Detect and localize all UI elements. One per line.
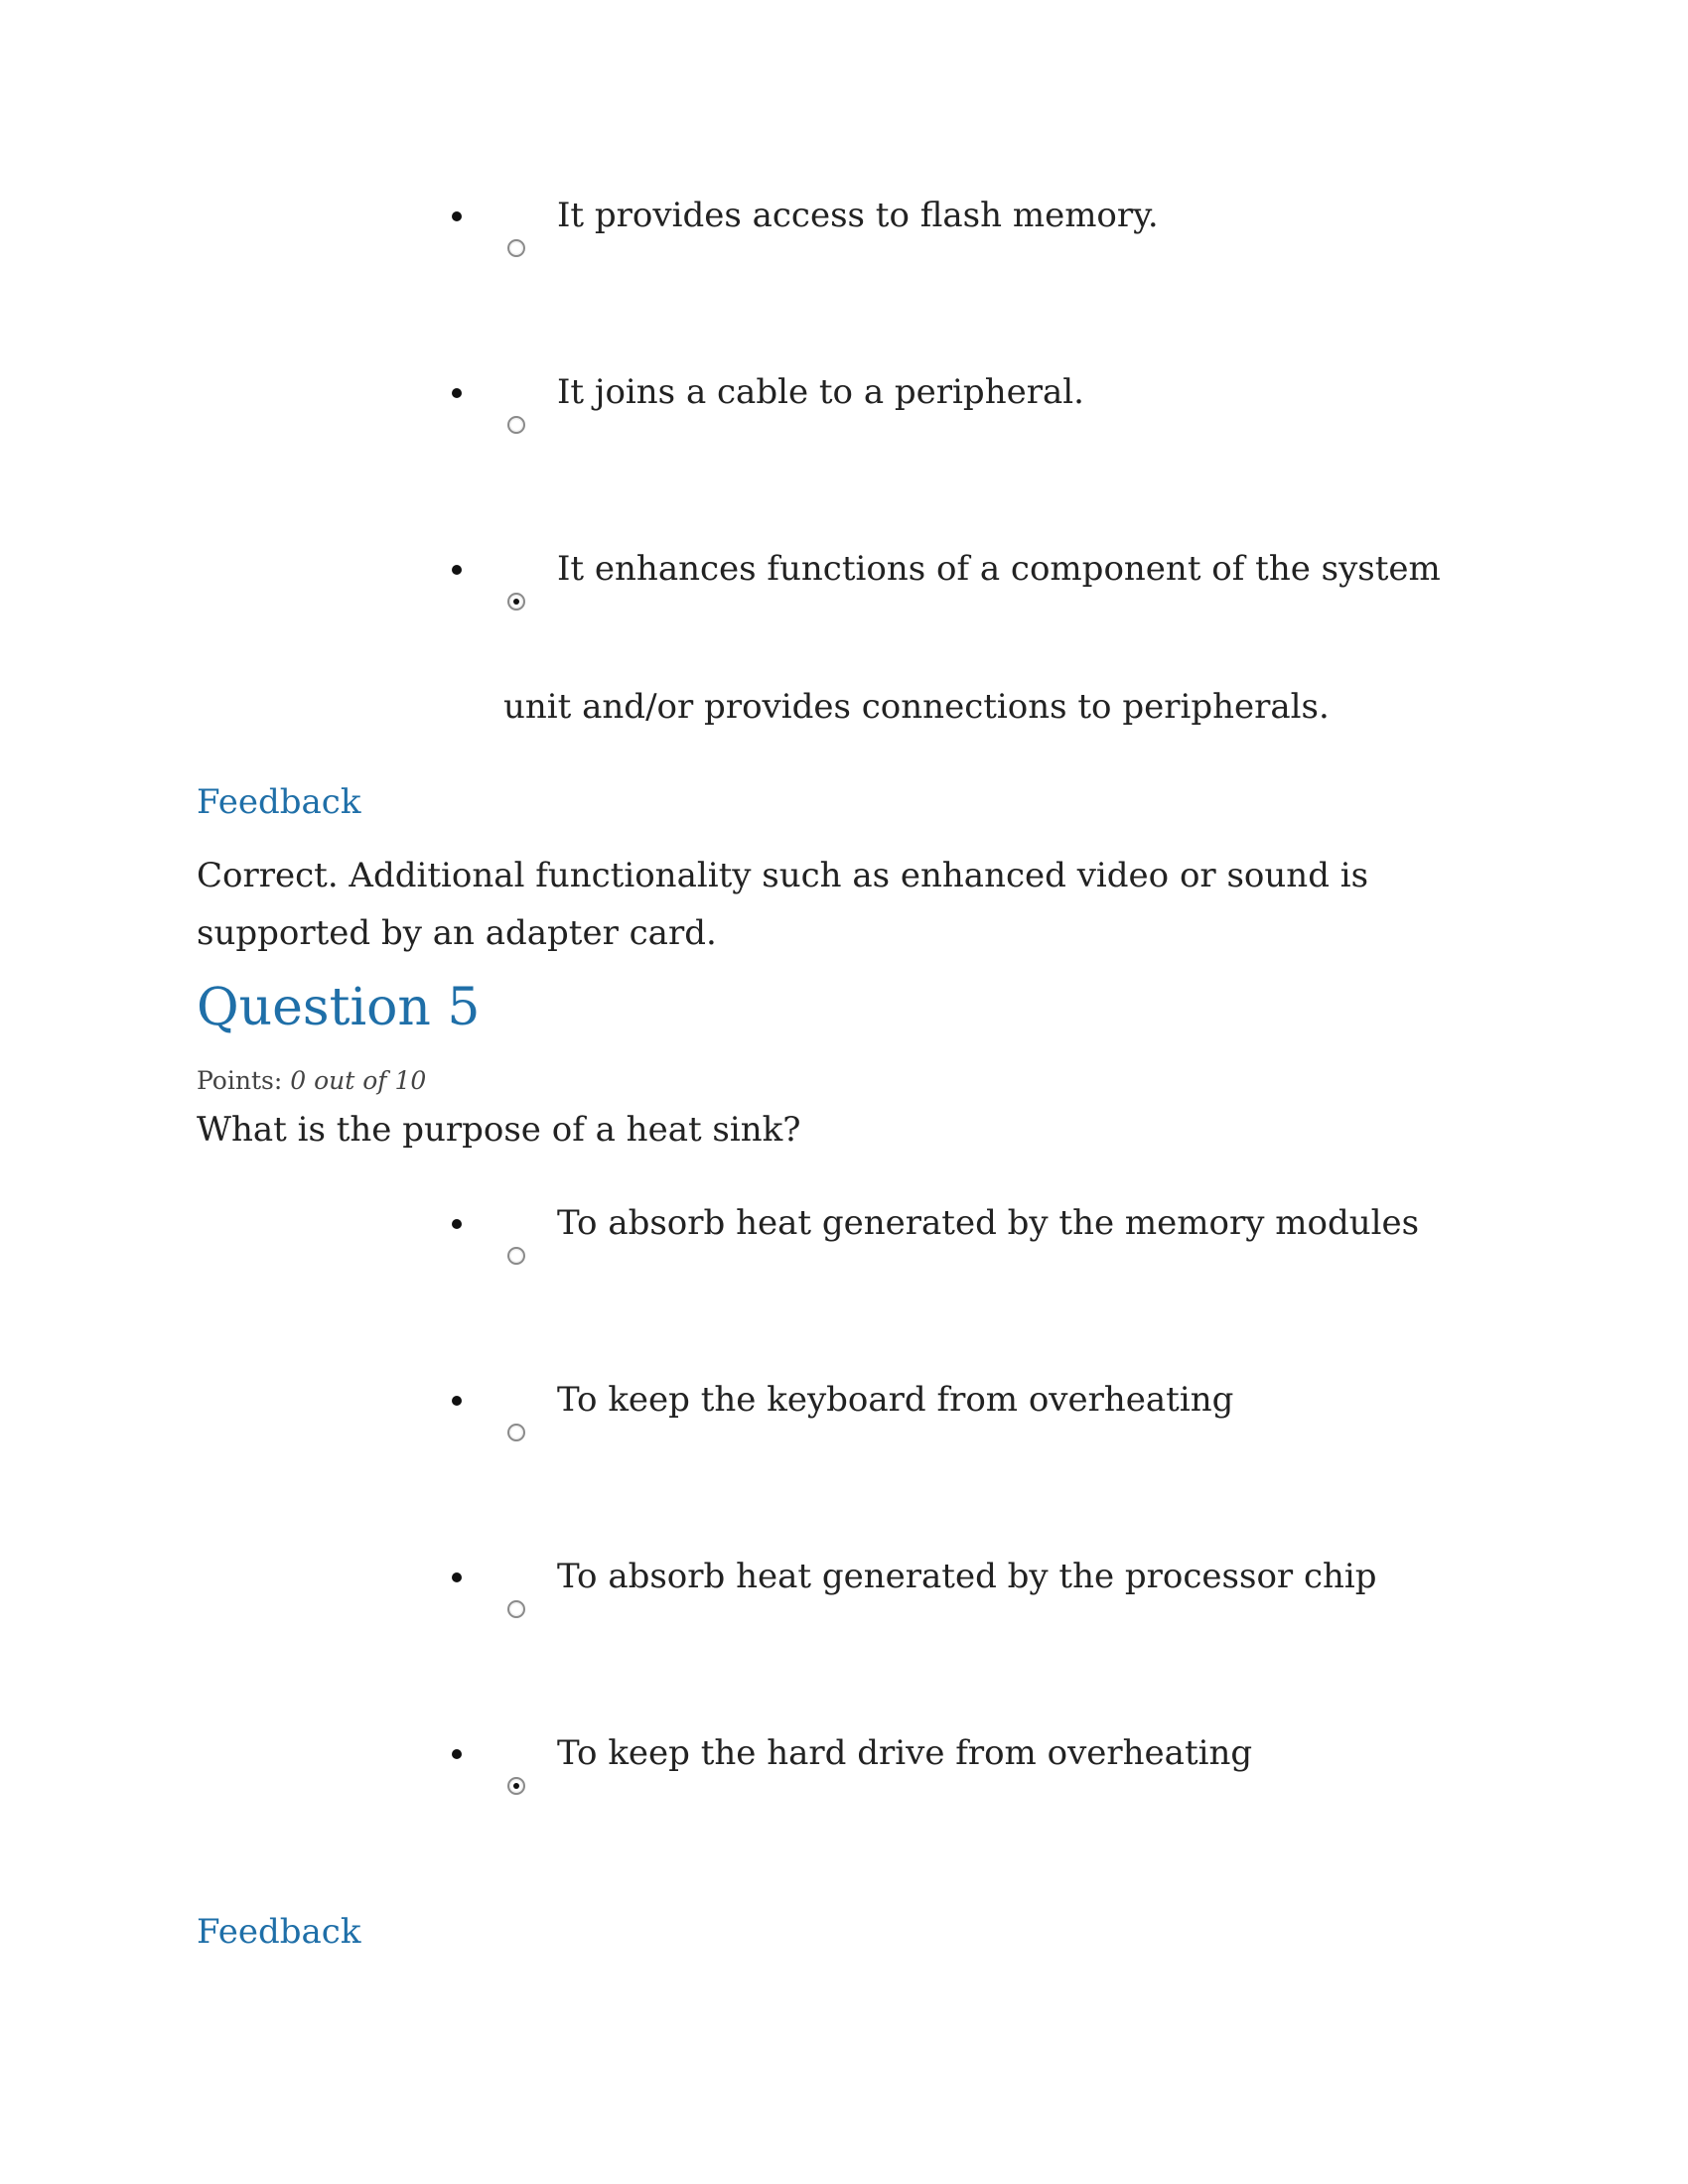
feedback-link[interactable]: Feedback bbox=[197, 1912, 361, 1952]
option-label-line-2: unit and/or provides connections to peripherals. bbox=[503, 687, 1330, 727]
option-label-line-1: It enhances functions of a component of the system bbox=[557, 549, 1441, 589]
points-value: 0 out of 10 bbox=[290, 1066, 427, 1095]
bullet-icon bbox=[452, 1749, 462, 1759]
bullet-icon bbox=[452, 388, 462, 398]
points-label: Points: bbox=[197, 1066, 283, 1095]
radio-button-selected[interactable] bbox=[507, 593, 525, 611]
question-prompt: What is the purpose of a heat sink? bbox=[197, 1110, 801, 1150]
option-label: It provides access to flash memory. bbox=[557, 196, 1159, 235]
feedback-text-line-1: Correct. Additional functionality such as enhanced video or sound is bbox=[197, 856, 1369, 895]
feedback-text-line-2: supported by an adapter card. bbox=[197, 913, 717, 953]
points-line bbox=[197, 1066, 426, 1096]
option-label: To keep the keyboard from overheating bbox=[557, 1380, 1234, 1420]
radio-button-selected[interactable] bbox=[507, 1777, 525, 1795]
radio-button[interactable] bbox=[507, 1600, 525, 1618]
feedback-link[interactable]: Feedback bbox=[197, 782, 361, 822]
radio-button[interactable] bbox=[507, 1247, 525, 1265]
bullet-icon bbox=[452, 1219, 462, 1229]
radio-button[interactable] bbox=[507, 416, 525, 434]
bullet-icon bbox=[452, 211, 462, 221]
bullet-icon bbox=[452, 565, 462, 575]
option-label: It joins a cable to a peripheral. bbox=[557, 372, 1084, 412]
radio-button[interactable] bbox=[507, 1424, 525, 1441]
radio-button[interactable] bbox=[507, 239, 525, 257]
option-label: To absorb heat generated by the memory modules bbox=[557, 1203, 1420, 1243]
bullet-icon bbox=[452, 1572, 462, 1582]
option-label: To absorb heat generated by the processor chip bbox=[557, 1557, 1377, 1596]
option-label: To keep the hard drive from overheating bbox=[557, 1733, 1253, 1773]
bullet-icon bbox=[452, 1396, 462, 1406]
question-title: Question 5 bbox=[197, 978, 481, 1037]
